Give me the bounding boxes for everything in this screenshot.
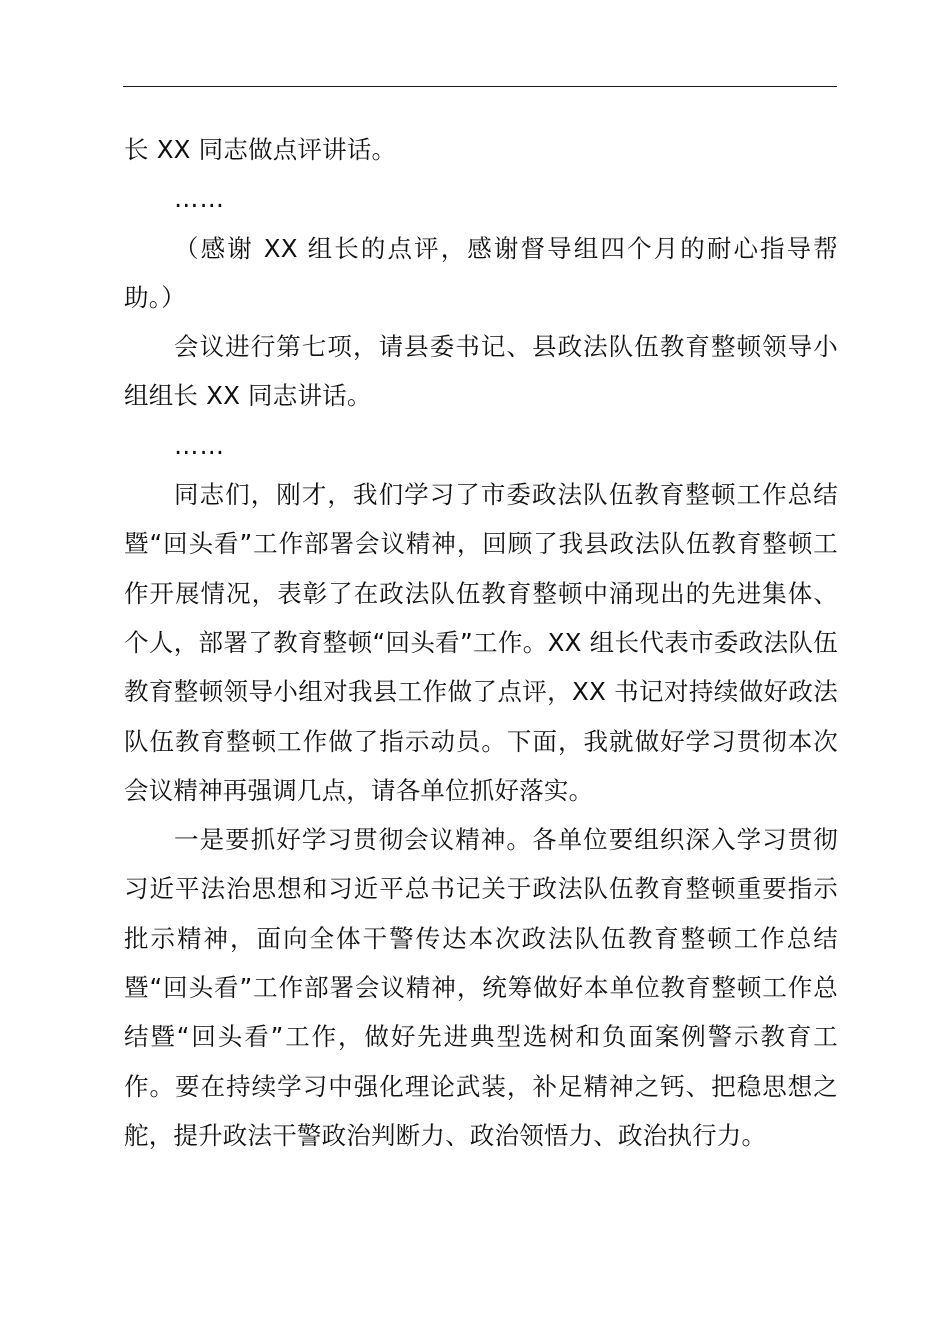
header-rule bbox=[123, 86, 837, 87]
ellipsis-line: …… bbox=[174, 430, 225, 460]
ellipsis-line: …… bbox=[174, 184, 225, 214]
paragraph-agenda-item: 会议进行第七项，请县委书记、县政法队伍教育整顿领导小组组长 XX 同志讲话。 bbox=[124, 332, 838, 411]
paragraph-speech-intro: 同志们，刚才，我们学习了市委政法队伍教育整顿工作总结暨“回头看”工作部署会议精神，回顾了我县政法队伍教育整顿工作开展情况，表彰了在政法队伍教育整顿中涌现出的先进集体、个人，部署了教育整顿“回头看”工作。XX 组长代表市委政法队伍教育整顿领导小组对我县工作做了点评，XX 书记对持续做好政法队伍教育整顿工作做了指示动员。下面，我就做好学习贯彻本次会议精神再强调几点，请各单位抓好落实。 bbox=[124, 480, 838, 805]
paragraph-thanks: （感谢 XX 组长的点评，感谢督导组四个月的耐心指导帮助。） bbox=[124, 233, 838, 312]
paragraph-continuation: 长 XX 同志做点评讲话。 bbox=[124, 135, 397, 164]
paragraph-point-one: 一是要抓好学习贯彻会议精神。各单位要组织深入学习贯彻习近平法治思想和习近平总书记关于政法队伍教育整顿重要指示批示精神，面向全体干警传达本次政法队伍教育整顿工作总结暨“回头看”工作部署会议精神，统筹做好本单位教育整顿工作总结暨“回头看”工作，做好先进典型选树和负面案例警示教育工作。要在持续学习中强化理论武装，补足精神之钙、把稳思想之舵，提升政法干警政治判断力、政治领悟力、政治执行力。 bbox=[124, 825, 838, 1150]
document-body bbox=[124, 125, 838, 1160]
